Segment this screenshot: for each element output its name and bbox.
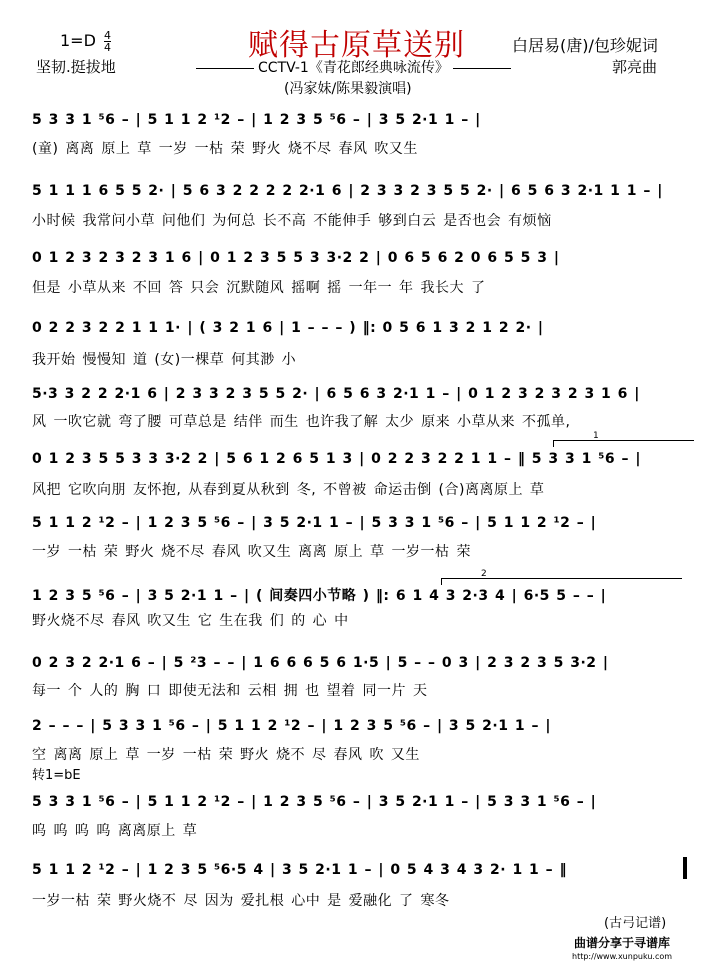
staff-notes: 0 1 2 3 5 5 3 3 3·2 2 | 5 6 1 2 6 5 1 3 | 0 2 2 3 2 2 1 1 – ‖ 5 3 3 1 ⁵6 – |	[32, 451, 641, 467]
staff-lyrics: 野火烧不尽 春风 吹又生 它 生在我 们 的 心 中	[32, 613, 349, 629]
first-ending-bracket	[553, 440, 694, 447]
staff-notes: 2 – – – | 5 3 3 1 ⁵6 – | 5 1 1 2 ¹2 – | 1 2 3 5 ⁵6 – | 3 5 2·1 1 – |	[32, 718, 551, 734]
staff-lyrics: 风把 它吹向朋 友怀抱, 从春到夏从秋到 冬, 不曾被 命运击倒 (合)离离原上 草	[32, 482, 545, 498]
source-line: CCTV-1《青花郎经典咏流传》	[192, 57, 515, 77]
staff-notes: 5 3 3 1 ⁵6 – | 5 1 1 2 ¹2 – | 1 2 3 5 ⁵6 – | 3 5 2·1 1 – |	[32, 112, 481, 128]
share-watermark: 曲谱分享于寻谱库 http://www.xunpuku.com	[572, 936, 673, 961]
staff-lyrics: 每一 个 人的 胸 口 即使无法和 云相 拥 也 望着 同一片 天	[32, 683, 428, 699]
second-ending-bracket	[441, 578, 682, 585]
notation-credit: (古弓记谱)	[604, 916, 667, 931]
staff-notes: 0 2 2 3 2 2 1 1 1· | ( 3 2 1 6 | 1 – – – ) ‖: 0 5 6 1 3 2 1 2 2· |	[32, 320, 544, 336]
second-ending-number: 2	[481, 569, 487, 579]
staff-lyrics: 但是 小草从来 不回 答 只会 沉默随风 摇啊 摇 一年一 年 我长大 了	[32, 280, 486, 296]
staff-notes: 5 3 3 1 ⁵6 – | 5 1 1 2 ¹2 – | 1 2 3 5 ⁵6 – | 3 5 2·1 1 – | 5 3 3 1 ⁵6 – |	[32, 794, 597, 810]
final-barline	[683, 857, 687, 879]
first-ending-number: 1	[593, 431, 599, 441]
key-signature: 1=D $\frac{4}{4}$	[60, 29, 111, 54]
lyricist: 白居易(唐)/包珍妮词	[512, 36, 658, 55]
staff-notes: 5 1 1 2 ¹2 – | 1 2 3 5 ⁵6·5 4 | 3 5 2·1 1 – | 0 5 4 3 4 3 2· 1 1 – ‖	[32, 862, 568, 878]
staff-notes: 0 2 3 2 2·1 6 – | 5 ²3 – – | 1 6 6 6 5 6 1·5 | 5 – – 0 3 | 2 3 2 3 5 3·2 |	[32, 655, 609, 671]
staff-notes: 5·3 3 2 2 2·1 6 | 2 3 3 2 3 5 5 2· | 6 5 6 3 2·1 1 – | 0 1 2 3 2 3 2 3 1 6 |	[32, 386, 640, 402]
staff-notes: 5 1 1 1 6 5 5 2· | 5 6 3 2 2 2 2 2·1 6 | 2 3 3 2 3 5 5 2· | 6 5 6 3 2·1 1 1 – |	[32, 183, 663, 199]
staff-lyrics: (童) 离离 原上 草 一岁 一枯 荣 野火 烧不尽 春风 吹又生	[32, 141, 418, 157]
staff-lyrics: 空 离离 原上 草 一岁 一枯 荣 野火 烧不 尽 春风 吹 又生	[32, 747, 420, 763]
staff-notes: 5 1 1 2 ¹2 – | 1 2 3 5 ⁵6 – | 3 5 2·1 1 – | 5 3 3 1 ⁵6 – | 5 1 1 2 ¹2 – |	[32, 515, 597, 531]
modulation-mark: 转1=bE	[32, 768, 81, 783]
staff-lyrics: 小时候 我常问小草 问他们 为何总 长不高 不能伸手 够到白云 是否也会 有烦恼	[32, 213, 552, 229]
staff-notes: 1 2 3 5 ⁵6 – | 3 5 2·1 1 – | ( 间奏四小节略 ) ‖: 6 1 4 3 2·3 4 | 6·5 5 – – |	[32, 588, 607, 604]
time-signature: $\frac{4}{4}$	[104, 29, 111, 54]
staff-lyrics: 我开始 慢慢知 道 (女)一棵草 何其渺 小	[32, 352, 297, 368]
composer: 郭亮曲	[612, 58, 658, 76]
staff-lyrics: 一岁一枯 荣 野火烧不 尽 因为 爱扎根 心中 是 爱融化 了 寒冬	[32, 893, 450, 909]
staff-lyrics: 呜 呜 呜 呜 离离原上 草	[32, 823, 198, 839]
tempo-marking: 坚韧.挺拔地	[36, 58, 116, 76]
staff-notes: 0 1 2 3 2 3 2 3 1 6 | 0 1 2 3 5 5 3 3·2 2 | 0 6 5 6 2 0 6 5 5 3 |	[32, 250, 560, 266]
staff-lyrics: 风 一吹它就 弯了腰 可草总是 结伴 而生 也许我了解 太少 原来 小草从来 不孤单,	[32, 414, 571, 430]
page-title: 赋得古原草送别	[248, 28, 465, 63]
staff-lyrics: 一岁 一枯 荣 野火 烧不尽 春风 吹又生 离离 原上 草 一岁一枯 荣	[32, 544, 471, 560]
performers: (冯家妹/陈果毅演唱)	[284, 81, 412, 97]
